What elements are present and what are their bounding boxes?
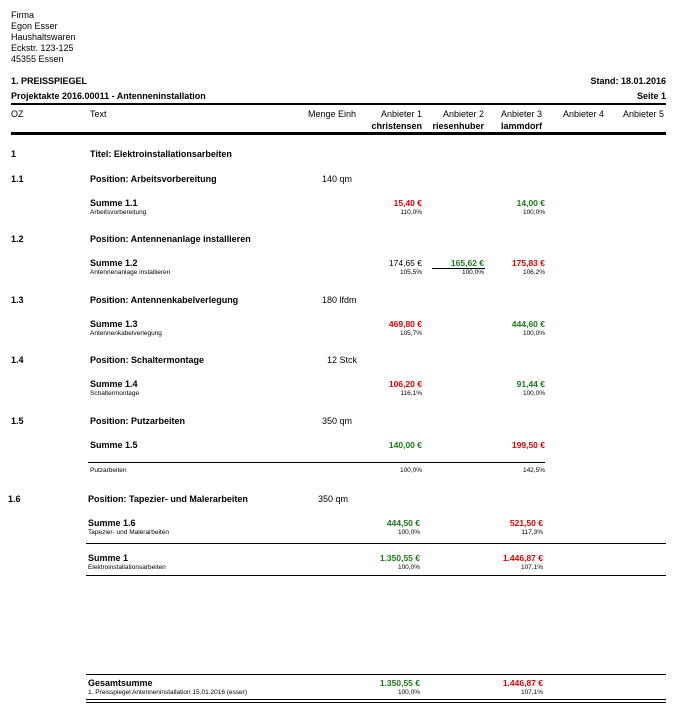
header-oz: OZ bbox=[11, 109, 24, 119]
address-line: Haushaltswaren bbox=[11, 32, 76, 42]
divider bbox=[86, 543, 666, 544]
position-oz: 1.6 bbox=[8, 494, 21, 504]
divider bbox=[11, 103, 666, 105]
sum-sublabel: Antennenkabelverlegung bbox=[90, 330, 162, 337]
sum-sublabel: Putzarbeiten bbox=[90, 467, 127, 474]
price-anbieter-3: 521,50 € bbox=[509, 518, 543, 528]
divider bbox=[86, 702, 666, 703]
percent-anbieter-3: 100,0% bbox=[522, 330, 545, 337]
price-anbieter-2: 444,50 € bbox=[386, 518, 420, 528]
doc-title: 1. PREISSPIEGEL bbox=[11, 76, 88, 86]
address-line: Eckstr. 123-125 bbox=[11, 43, 74, 53]
gesamt-sublabel: 1. Preisspiegel Antenneninstallation 15.01.2016 (esser) bbox=[88, 689, 247, 696]
address-line: 45355 Essen bbox=[11, 54, 64, 64]
sum-label: Summe 1.6 bbox=[88, 518, 136, 528]
sum-label: Summe 1.4 bbox=[90, 379, 138, 389]
price-anbieter-1: 15,40 € bbox=[393, 198, 422, 208]
sum-sublabel: Arbeitsvorbereitung bbox=[90, 209, 147, 216]
divider bbox=[11, 132, 666, 135]
position-oz: 1.4 bbox=[11, 355, 24, 365]
summe-1-sublabel: Elektroinstallationsarbeiten bbox=[88, 564, 166, 571]
percent-anbieter-2: 100,0% bbox=[399, 467, 422, 474]
title-row-text: Titel: Elektroinstallationsarbeiten bbox=[90, 149, 232, 159]
price-anbieter-3: 175,83 € bbox=[511, 258, 545, 268]
summe-1-price-anbieter-2: 1.350,55 € bbox=[379, 553, 420, 563]
position-oz: 1.3 bbox=[11, 295, 24, 305]
doc-stand: Stand: 18.01.2016 bbox=[590, 76, 666, 86]
gesamt-percent-anbieter-3: 107,1% bbox=[520, 689, 543, 696]
price-anbieter-2: 165,62 € bbox=[450, 258, 484, 268]
position-menge: 180 lfdm bbox=[322, 295, 357, 305]
address-line: Egon Esser bbox=[11, 21, 58, 31]
percent-anbieter-1: 110,0% bbox=[400, 209, 422, 216]
percent-anbieter-3: 100,0% bbox=[522, 390, 545, 397]
percent-anbieter-2: 100,0% bbox=[461, 269, 484, 276]
price-anbieter-3: 199,50 € bbox=[511, 440, 545, 450]
percent-anbieter-3: 142,5% bbox=[522, 467, 545, 474]
position-text: Position: Antennenkabelverlegung bbox=[90, 295, 239, 305]
gesamt-price-anbieter-3: 1.446,87 € bbox=[502, 678, 543, 688]
header-anbieter-5: Anbieter 5 bbox=[623, 109, 665, 119]
divider bbox=[88, 462, 545, 463]
doc-page: Seite 1 bbox=[636, 91, 666, 101]
sum-label: Summe 1.1 bbox=[90, 198, 138, 208]
header-anbieter-1-name: christensen bbox=[371, 121, 422, 131]
position-oz: 1.1 bbox=[11, 174, 24, 184]
position-text: Position: Antennenanlage installieren bbox=[90, 234, 251, 244]
divider bbox=[86, 699, 666, 700]
sum-label: Summe 1.2 bbox=[90, 258, 138, 268]
position-text: Position: Tapezier- und Malerarbeiten bbox=[88, 494, 248, 504]
position-oz: 1.2 bbox=[11, 234, 24, 244]
price-anbieter-3: 444,60 € bbox=[511, 319, 545, 329]
divider bbox=[86, 575, 666, 576]
percent-anbieter-3: 100,0% bbox=[522, 209, 545, 216]
position-text: Position: Schaltermontage bbox=[90, 355, 205, 365]
gesamt-price-anbieter-2: 1.350,55 € bbox=[379, 678, 420, 688]
sum-sublabel: Tapezier- und Malerarbeiten bbox=[88, 529, 169, 536]
address-line: Firma bbox=[11, 10, 34, 20]
position-text: Position: Putzarbeiten bbox=[90, 416, 186, 426]
summe-1-price-anbieter-3: 1.446,87 € bbox=[502, 553, 543, 563]
percent-anbieter-1: 105,5% bbox=[399, 269, 422, 276]
price-anbieter-3: 91,44 € bbox=[516, 379, 545, 389]
percent-anbieter-1: 116,1% bbox=[400, 390, 422, 397]
sum-label: Summe 1.3 bbox=[90, 319, 138, 329]
header-text: Text bbox=[90, 109, 107, 119]
percent-anbieter-2: 100,0% bbox=[397, 529, 420, 536]
header-anbieter-3: Anbieter 3 bbox=[501, 109, 543, 119]
price-anbieter-1: 106,20 € bbox=[388, 379, 422, 389]
sum-sublabel: Antennenanlage installieren bbox=[90, 269, 171, 276]
doc-subtitle: Projektakte 2016.00011 - Antenneninstallation bbox=[11, 91, 206, 101]
divider bbox=[86, 674, 666, 675]
sum-sublabel: Schaltermontage bbox=[90, 390, 140, 397]
position-text: Position: Arbeitsvorbereitung bbox=[90, 174, 217, 184]
position-menge: 350 qm bbox=[318, 494, 349, 504]
position-oz: 1.5 bbox=[11, 416, 24, 426]
position-menge: 12 Stck bbox=[327, 355, 358, 365]
header-anbieter-2-name: riesenhuber bbox=[432, 121, 484, 131]
price-anbieter-3: 14,00 € bbox=[516, 198, 545, 208]
summe-1-percent-anbieter-2: 100,0% bbox=[397, 564, 420, 571]
header-anbieter-4: Anbieter 4 bbox=[563, 109, 605, 119]
position-menge: 140 qm bbox=[322, 174, 353, 184]
percent-anbieter-3: 106,2% bbox=[522, 269, 545, 276]
title-row-oz: 1 bbox=[11, 149, 17, 159]
price-anbieter-2: 140,00 € bbox=[388, 440, 422, 450]
header-anbieter-2: Anbieter 2 bbox=[442, 109, 484, 119]
gesamt-label: Gesamtsumme bbox=[88, 678, 153, 688]
percent-anbieter-3: 117,3% bbox=[521, 529, 543, 536]
gesamt-percent-anbieter-2: 100,0% bbox=[397, 689, 420, 696]
summe-1-percent-anbieter-3: 107,1% bbox=[520, 564, 543, 571]
summe-1-label: Summe 1 bbox=[88, 553, 129, 563]
price-anbieter-1: 174,65 € bbox=[388, 258, 422, 268]
price-anbieter-1: 469,80 € bbox=[388, 319, 422, 329]
header-menge: Menge Einh bbox=[308, 109, 357, 119]
percent-anbieter-1: 105,7% bbox=[399, 330, 422, 337]
header-anbieter-1: Anbieter 1 bbox=[380, 109, 422, 119]
header-anbieter-3-name: lammdorf bbox=[501, 121, 543, 131]
sum-label: Summe 1.5 bbox=[90, 440, 138, 450]
position-menge: 350 qm bbox=[322, 416, 353, 426]
